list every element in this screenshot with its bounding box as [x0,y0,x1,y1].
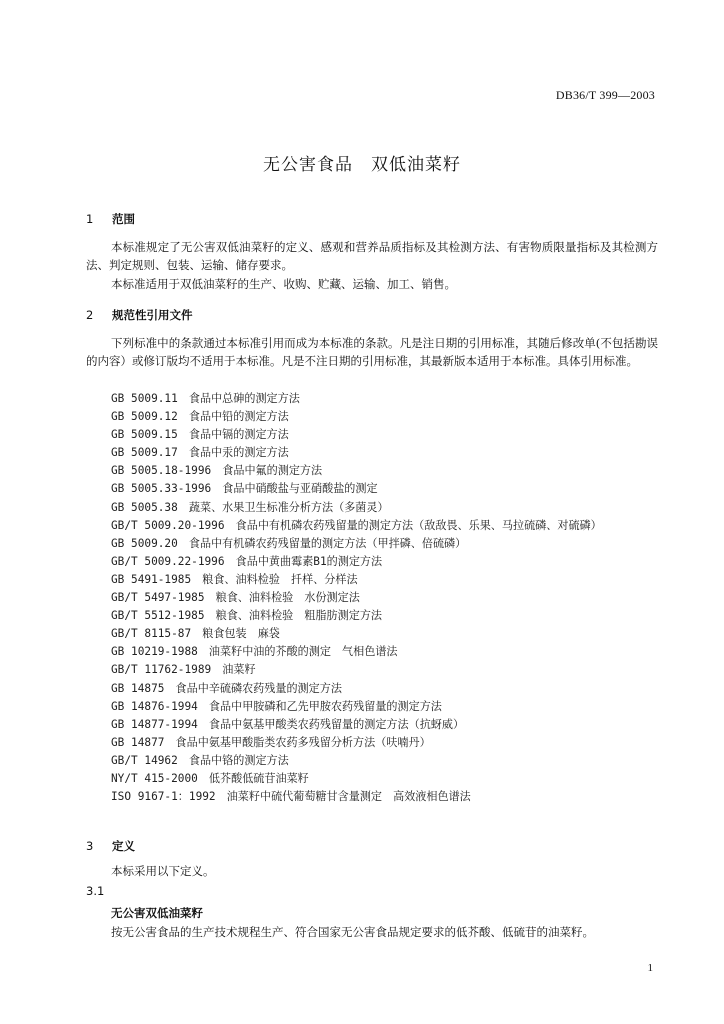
section-1-paragraph-2: 本标准适用于双低油菜籽的生产、收购、贮藏、运输、加工、销售。 [111,277,456,291]
reference-item: GB 5005.18-1996 食品中氟的测定方法 [111,464,323,478]
term-definition: 按无公害食品的生产技术规程生产、符合国家无公害食品规定要求的低芥酸、低硫苷的油菜籽。 [111,925,594,939]
reference-item: GB 10219-1988 油菜籽中油的芥酸的测定 气相色谱法 [111,645,398,659]
section-title: 规范性引用文件 [112,308,193,322]
reference-item: GB 14876-1994 食品中甲胺磷和乙先甲胺农药残留量的测定方法 [111,699,442,713]
reference-item: GB 14875 食品中辛硫磷农药残量的测定方法 [111,681,342,695]
reference-item: GB/T 14962 食品中铬的测定方法 [111,753,289,767]
subsection-number: 3.1 [86,884,105,898]
section-3-heading [86,838,135,854]
standard-number: DB36/T 399—2003 [555,88,655,102]
reference-item: GB 14877-1994 食品中氨基甲酸类农药残留量的测定方法（抗蚜威） [111,717,465,731]
section-2-heading [86,307,193,323]
reference-item: GB 5009.17 食品中汞的测定方法 [111,446,289,460]
reference-item: GB 5009.15 食品中镉的测定方法 [111,428,289,442]
reference-item: ISO 9167-1：1992 油菜籽中硫代葡萄糖甘含量测定 高效液相色谱法 [111,790,471,804]
section-number: 3 [86,839,94,853]
reference-item: GB/T 5497-1985 粮食、油料检验 水份测定法 [111,591,360,605]
page-number: 1 [647,962,653,974]
section-3-intro: 本标采用以下定义。 [111,864,215,878]
reference-item: NY/T 415-2000 低芥酸低硫苷油菜籽 [111,771,309,785]
document-title: 无公害食品 双低油菜籽 [263,155,461,175]
reference-item: GB 5009.12 食品中铅的测定方法 [111,410,289,424]
reference-item: GB/T 5009.20-1996 食品中有机磷农药残留量的测定方法（敌敌畏、乐果、马拉硫磷、对硫磷） [111,518,602,532]
section-1-heading [86,211,135,227]
reference-item: GB 14877 食品中氨基甲酸脂类农药多残留分析方法（呋喃丹） [111,735,431,749]
section-number: 1 [86,212,94,226]
section-number: 2 [86,308,94,322]
reference-item: GB 5491-1985 粮食、油料检验 扦样、分样法 [111,572,358,586]
section-title: 范围 [112,212,135,226]
reference-item: GB/T 8115-87 粮食包装 麻袋 [111,627,280,641]
reference-item: GB/T 5009.22-1996 食品中黄曲霉素B1的测定方法 [111,554,383,568]
reference-item: GB 5005.38 蔬菜、水果卫生标准分析方法（多菌灵） [111,500,389,514]
reference-item: GB/T 11762-1989 油菜籽 [111,663,256,677]
section-2-intro: 下列标准中的条款通过本标准引用而成为本标准的条款。凡是注日期的引用标准，其随后修改单(不包括勘误的内容）或修订版均不适用于本标准。凡是不注日期的引用标准，其最新版本适用于本标准。具体引用标准。 [86,336,658,368]
term-heading: 无公害双低油菜籽 [111,906,203,920]
section-1-paragraph-1: 本标准规定了无公害双低油菜籽的定义、感观和营养品质指标及其检测方法、有害物质限量指标及其检测方法、判定规则、包装、运输、储存要求。 [86,240,658,272]
reference-item: GB 5009.11 食品中总砷的测定方法 [111,392,300,405]
reference-item: GB 5009.20 食品中有机磷农药残留量的测定方法（甲拌磷、倍硫磷） [111,536,467,550]
reference-item: GB 5005.33-1996 食品中硝酸盐与亚硝酸盐的测定 [111,482,378,496]
section-title: 定义 [112,839,135,853]
reference-item: GB/T 5512-1985 粮食、油料检验 粗脂肪测定方法 [111,609,383,623]
normative-references-list [111,390,602,806]
